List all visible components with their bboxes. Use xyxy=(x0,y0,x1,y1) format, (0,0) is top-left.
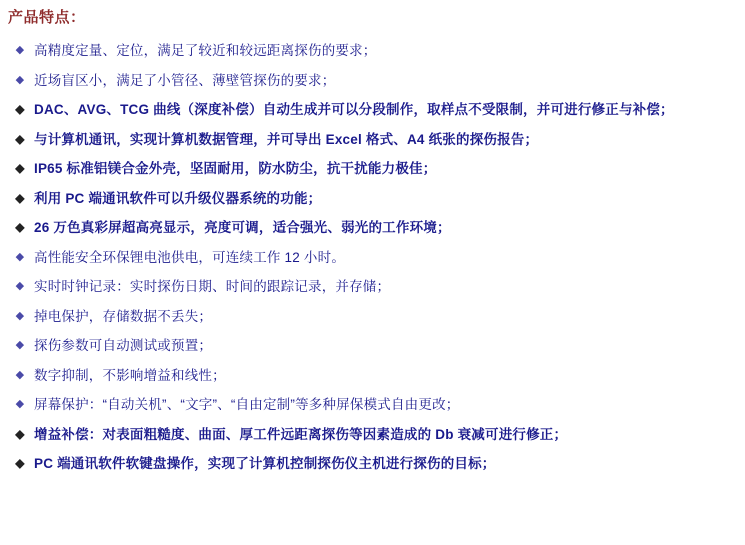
list-item xyxy=(0,365,745,386)
diamond-bullet-icon: ◆ xyxy=(15,190,25,205)
diamond-bullet-icon: ◆ xyxy=(15,220,25,234)
list-item xyxy=(0,394,745,415)
list-item xyxy=(0,453,745,474)
list-item xyxy=(0,188,745,209)
list-item-label: DAC、AVG、TCG 曲线（深度补偿）自动生成并可以分段制作，取样点不受限制，并可进行修正与补偿； xyxy=(34,102,674,117)
list-item-label: 近场盲区小，满足了小管径、薄壁管探伤的要求； xyxy=(34,72,336,88)
list-item xyxy=(0,158,745,179)
list-item-label: 利用 PC 端通讯软件可以升级仪器系统的功能； xyxy=(34,190,322,206)
diamond-bullet-icon: ◆ xyxy=(15,456,25,470)
list-item-label: 探伤参数可自动测试或预置； xyxy=(34,338,213,353)
diamond-bullet-icon: ◆ xyxy=(15,44,25,56)
diamond-bullet-icon: ◆ xyxy=(15,73,25,86)
list-item xyxy=(0,217,745,238)
diamond-bullet-icon: ◆ xyxy=(15,398,25,410)
list-item xyxy=(0,70,745,91)
list-item-label: 数字抑制，不影响增益和线性； xyxy=(34,367,226,383)
list-item-label: 掉电保护，存储数据不丢失； xyxy=(34,308,213,324)
list-item xyxy=(0,424,745,445)
list-item xyxy=(0,99,745,120)
list-item-label: 与计算机通讯，实现计算机数据管理，并可导出 Excel 格式、A4 纸张的探伤报告； xyxy=(34,131,539,147)
feature-list xyxy=(0,40,745,483)
diamond-bullet-icon: ◆ xyxy=(15,131,25,146)
list-item-label: 增益补偿：对表面粗糙度、曲面、厚工件远距离探伤等因素造成的 Db 衰减可进行修正； xyxy=(34,426,568,442)
diamond-bullet-icon: ◆ xyxy=(15,161,25,175)
list-item xyxy=(0,276,745,297)
list-item xyxy=(0,306,745,327)
diamond-bullet-icon: ◆ xyxy=(15,426,25,441)
list-item xyxy=(0,335,745,356)
list-item-label: 实时时钟记录：实时探伤日期、时间的跟踪记录，并存储； xyxy=(34,279,391,294)
diamond-bullet-icon: ◆ xyxy=(15,280,25,292)
list-item xyxy=(0,40,745,61)
list-item xyxy=(0,247,745,268)
diamond-bullet-icon: ◆ xyxy=(15,339,25,351)
list-item-label: 屏幕保护：“自动关机”、“文字”、“自由定制”等多种屏保模式自由更改； xyxy=(34,397,460,412)
list-item xyxy=(0,129,745,150)
list-item-label: 高性能安全环保锂电池供电，可连续工作 12 小时。 xyxy=(34,249,346,265)
list-item-label: IP65 标准铝镁合金外壳，坚固耐用，防水防尘，抗干扰能力极佳； xyxy=(34,161,437,176)
diamond-bullet-icon: ◆ xyxy=(15,368,25,381)
page-title: 产品特点： xyxy=(8,9,86,26)
diamond-bullet-icon: ◆ xyxy=(15,309,25,322)
list-item-label: 26 万色真彩屏超高亮显示，亮度可调，适合强光、弱光的工作环境； xyxy=(34,220,451,235)
list-item-label: 高精度定量、定位，满足了较近和较远距离探伤的要求； xyxy=(34,43,377,58)
diamond-bullet-icon: ◆ xyxy=(15,250,25,263)
list-item-label: PC 端通讯软件软键盘操作，实现了计算机控制探伤仪主机进行探伤的目标； xyxy=(34,456,496,471)
diamond-bullet-icon: ◆ xyxy=(15,102,25,116)
